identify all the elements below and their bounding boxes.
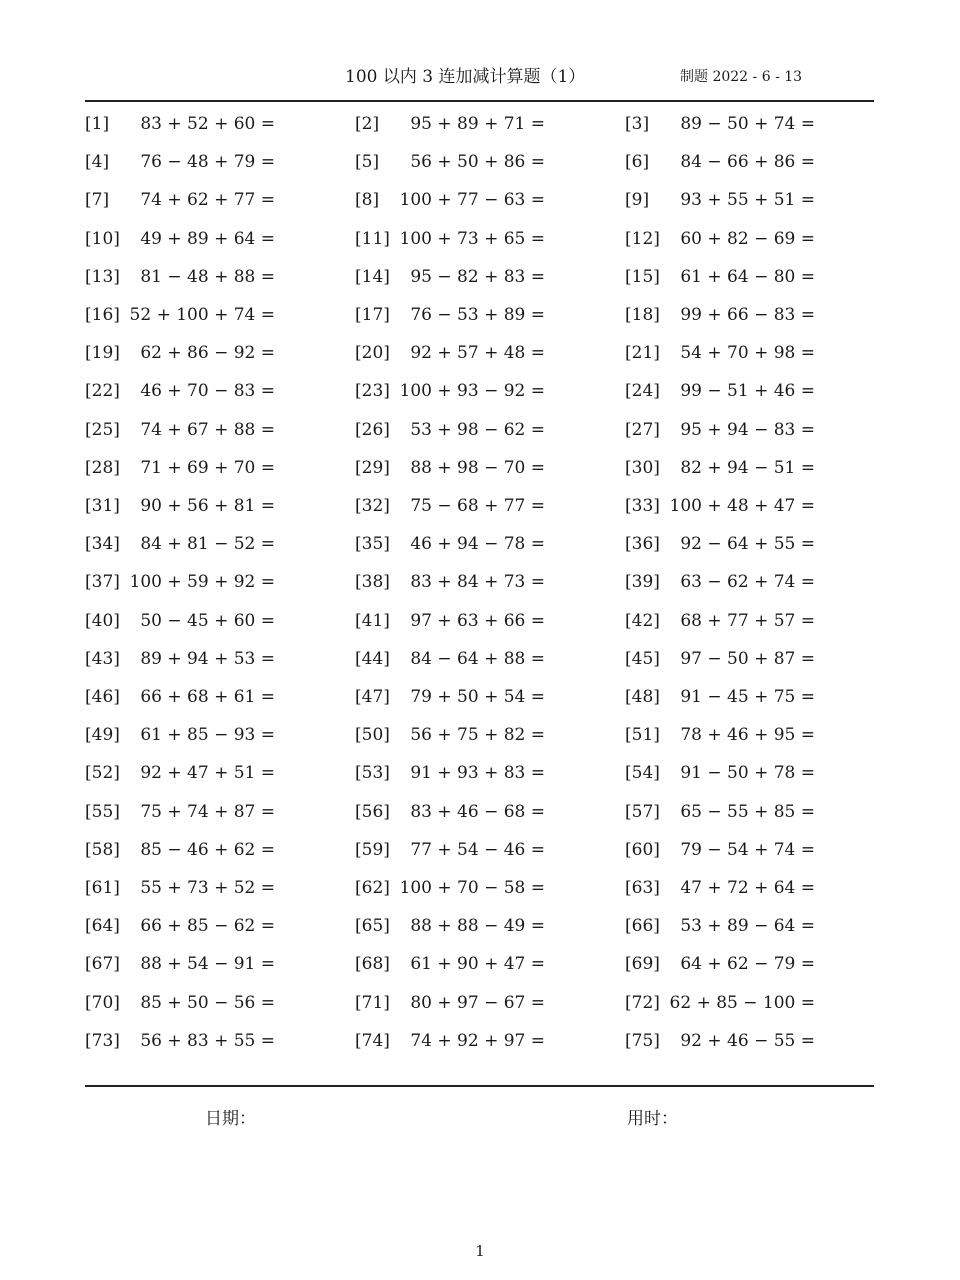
problem-number: [8]: [355, 190, 380, 211]
problem-expression: 84 − 64 + 88 =: [410, 648, 545, 669]
problem-item: [355, 297, 545, 333]
problem-expression: 88 + 88 − 49 =: [410, 916, 545, 937]
problem-expression: 56 + 83 + 55 =: [140, 1030, 275, 1051]
problem-item: [625, 488, 815, 524]
problem-expression: 74 + 67 + 88 =: [140, 419, 275, 440]
problem-item: [355, 526, 545, 562]
problem-expression: 92 + 47 + 51 =: [140, 763, 275, 784]
problem-item: [355, 908, 545, 944]
problem-item: [85, 106, 275, 142]
problem-expression: 50 − 45 + 60 =: [140, 610, 275, 631]
problem-number: [7]: [85, 190, 110, 211]
problem-expression: 99 − 51 + 46 =: [680, 381, 815, 402]
problem-item: [355, 794, 545, 830]
problem-item: [355, 182, 545, 218]
problem-number: [37]: [85, 572, 120, 593]
problem-item: [85, 373, 275, 409]
problem-item: [355, 679, 545, 715]
problem-number: [19]: [85, 343, 120, 364]
problem-number: [24]: [625, 381, 660, 402]
problem-number: [6]: [625, 152, 650, 173]
problem-number: [49]: [85, 725, 120, 746]
problem-expression: 91 + 93 + 83 =: [410, 763, 545, 784]
problem-expression: 68 + 77 + 57 =: [680, 610, 815, 631]
problem-number: [65]: [355, 916, 390, 937]
problem-expression: 100 + 48 + 47 =: [669, 496, 815, 516]
problem-number: [63]: [625, 878, 660, 898]
problem-item: [625, 221, 815, 257]
problem-item: [85, 946, 275, 982]
problem-expression: 62 + 86 − 92 =: [140, 343, 275, 364]
problem-item: [625, 717, 815, 753]
problem-number: [1]: [85, 114, 110, 134]
problem-expression: 100 + 59 + 92 =: [129, 572, 275, 593]
problem-expression: 53 + 98 − 62 =: [410, 419, 545, 440]
date-label: 日期：: [205, 1109, 256, 1129]
problem-expression: 64 + 62 − 79 =: [680, 954, 815, 975]
problem-expression: 93 + 55 + 51 =: [680, 190, 815, 211]
problem-expression: 56 + 50 + 86 =: [410, 152, 545, 173]
problem-number: [28]: [85, 457, 120, 478]
problem-number: [39]: [625, 572, 660, 593]
problem-expression: 56 + 75 + 82 =: [410, 725, 545, 746]
problem-number: [17]: [355, 305, 390, 325]
problem-expression: 54 + 70 + 98 =: [680, 343, 815, 364]
problem-item: [85, 985, 275, 1021]
problem-item: [355, 755, 545, 791]
problem-number: [73]: [85, 1030, 120, 1051]
problem-number: [21]: [625, 343, 660, 364]
problem-item: [85, 259, 275, 295]
problem-item: [355, 641, 545, 677]
problem-expression: 95 + 89 + 71 =: [410, 114, 545, 134]
problem-expression: 65 − 55 + 85 =: [680, 801, 815, 822]
problem-expression: 85 − 46 + 62 =: [140, 839, 275, 860]
problem-item: [85, 717, 275, 753]
problem-item: [355, 717, 545, 753]
problem-expression: 90 + 56 + 81 =: [140, 496, 275, 516]
problem-item: [625, 335, 815, 371]
top-divider: [85, 100, 874, 102]
problem-number: [41]: [355, 610, 390, 631]
problem-expression: 92 − 64 + 55 =: [680, 534, 815, 555]
problem-item: [625, 373, 815, 409]
problem-item: [625, 870, 815, 906]
problem-expression: 78 + 46 + 95 =: [680, 725, 815, 746]
problem-number: [34]: [85, 534, 120, 555]
problem-number: [14]: [355, 266, 390, 287]
problem-number: [58]: [85, 839, 120, 860]
problem-item: [355, 985, 545, 1021]
problem-expression: 91 − 50 + 78 =: [680, 763, 815, 784]
problem-expression: 83 + 46 − 68 =: [410, 801, 545, 822]
problem-item: [625, 985, 815, 1021]
problem-expression: 55 + 73 + 52 =: [140, 878, 275, 898]
problem-expression: 97 − 50 + 87 =: [680, 648, 815, 669]
problem-item: [625, 603, 815, 639]
problem-expression: 76 − 48 + 79 =: [140, 152, 275, 173]
problem-expression: 88 + 98 − 70 =: [410, 457, 545, 478]
problem-expression: 62 + 85 − 100 =: [669, 992, 815, 1013]
problem-number: [31]: [85, 496, 120, 516]
problem-item: [85, 641, 275, 677]
problem-number: [45]: [625, 648, 660, 669]
problem-expression: 66 + 68 + 61 =: [140, 687, 275, 707]
problem-number: [32]: [355, 496, 390, 516]
problem-item: [625, 564, 815, 600]
problem-item: [355, 221, 545, 257]
problem-expression: 95 − 82 + 83 =: [410, 266, 545, 287]
problem-number: [51]: [625, 725, 660, 746]
problem-number: [38]: [355, 572, 390, 593]
problem-item: [625, 832, 815, 868]
problem-number: [75]: [625, 1030, 660, 1051]
problem-expression: 84 − 66 + 86 =: [680, 152, 815, 173]
problem-expression: 84 + 81 − 52 =: [140, 534, 275, 555]
problem-expression: 61 + 90 + 47 =: [410, 954, 545, 975]
problem-item: [625, 450, 815, 486]
problem-number: [35]: [355, 534, 390, 555]
problem-item: [625, 526, 815, 562]
problem-expression: 61 + 64 − 80 =: [680, 266, 815, 287]
problem-item: [85, 335, 275, 371]
problem-item: [85, 297, 275, 333]
problem-number: [33]: [625, 496, 660, 516]
problem-expression: 77 + 54 − 46 =: [410, 839, 545, 860]
problem-number: [9]: [625, 190, 650, 211]
problem-number: [59]: [355, 839, 390, 860]
page-number: 1: [475, 1242, 485, 1260]
problem-number: [30]: [625, 457, 660, 478]
problem-item: [355, 335, 545, 371]
problem-item: [85, 1023, 275, 1059]
problem-expression: 52 + 100 + 74 =: [129, 305, 275, 325]
problem-number: [26]: [355, 419, 390, 440]
problem-expression: 82 + 94 − 51 =: [680, 457, 815, 478]
problem-expression: 83 + 84 + 73 =: [410, 572, 545, 593]
problem-expression: 100 + 77 − 63 =: [399, 190, 545, 211]
problem-expression: 92 + 57 + 48 =: [410, 343, 545, 364]
problem-item: [355, 603, 545, 639]
problem-expression: 74 + 62 + 77 =: [140, 190, 275, 211]
problem-item: [625, 755, 815, 791]
problem-number: [50]: [355, 725, 390, 746]
problem-number: [27]: [625, 419, 660, 440]
problem-item: [355, 412, 545, 448]
problem-number: [25]: [85, 419, 120, 440]
problem-expression: 99 + 66 − 83 =: [680, 305, 815, 325]
problem-number: [52]: [85, 763, 120, 784]
problem-item: [355, 1023, 545, 1059]
problem-expression: 79 + 50 + 54 =: [410, 687, 545, 707]
problem-expression: 75 − 68 + 77 =: [410, 496, 545, 516]
problem-number: [53]: [355, 763, 390, 784]
problem-expression: 74 + 92 + 97 =: [410, 1030, 545, 1051]
problem-item: [85, 412, 275, 448]
problem-item: [625, 908, 815, 944]
problem-item: [355, 946, 545, 982]
problem-number: [47]: [355, 687, 390, 707]
problem-number: [69]: [625, 954, 660, 975]
problem-expression: 100 + 73 + 65 =: [399, 228, 545, 249]
problem-item: [85, 564, 275, 600]
problem-number: [4]: [85, 152, 110, 173]
problem-item: [625, 794, 815, 830]
problem-number: [16]: [85, 305, 120, 325]
problem-item: [85, 182, 275, 218]
bottom-divider: [85, 1085, 874, 1087]
page-title: 100 以内 3 连加减计算题（1）: [345, 67, 586, 87]
problem-item: [85, 450, 275, 486]
problem-item: [625, 182, 815, 218]
problem-number: [55]: [85, 801, 120, 822]
problem-number: [18]: [625, 305, 660, 325]
problem-expression: 97 + 63 + 66 =: [410, 610, 545, 631]
problem-item: [625, 641, 815, 677]
problem-grid: [0, 106, 960, 1066]
problem-item: [85, 144, 275, 180]
problem-expression: 61 + 85 − 93 =: [140, 725, 275, 746]
problem-expression: 71 + 69 + 70 =: [140, 457, 275, 478]
problem-expression: 46 + 94 − 78 =: [410, 534, 545, 555]
problem-item: [85, 221, 275, 257]
problem-number: [3]: [625, 114, 650, 134]
problem-expression: 76 − 53 + 89 =: [410, 305, 545, 325]
problem-number: [46]: [85, 687, 120, 707]
problem-number: [42]: [625, 610, 660, 631]
problem-number: [23]: [355, 381, 390, 402]
time-label: 用时：: [627, 1109, 678, 1129]
problem-expression: 63 − 62 + 74 =: [680, 572, 815, 593]
problem-number: [66]: [625, 916, 660, 937]
problem-number: [13]: [85, 266, 120, 287]
problem-number: [61]: [85, 878, 120, 898]
problem-number: [12]: [625, 228, 660, 249]
problem-number: [71]: [355, 992, 390, 1013]
problem-item: [85, 603, 275, 639]
problem-expression: 66 + 85 − 62 =: [140, 916, 275, 937]
date-made: 制题 2022 - 6 - 13: [680, 69, 803, 85]
problem-number: [43]: [85, 648, 120, 669]
problem-expression: 89 + 94 + 53 =: [140, 648, 275, 669]
problem-expression: 89 − 50 + 74 =: [680, 114, 815, 134]
problem-item: [355, 144, 545, 180]
problem-expression: 95 + 94 − 83 =: [680, 419, 815, 440]
problem-item: [85, 832, 275, 868]
problem-number: [70]: [85, 992, 120, 1013]
problem-number: [64]: [85, 916, 120, 937]
problem-number: [74]: [355, 1030, 390, 1051]
problem-expression: 91 − 45 + 75 =: [680, 687, 815, 707]
problem-item: [355, 259, 545, 295]
problem-item: [355, 106, 545, 142]
problem-item: [625, 1023, 815, 1059]
problem-expression: 92 + 46 − 55 =: [680, 1030, 815, 1051]
problem-item: [625, 259, 815, 295]
problem-expression: 100 + 93 − 92 =: [399, 381, 545, 402]
problem-expression: 79 − 54 + 74 =: [680, 839, 815, 860]
problem-item: [625, 412, 815, 448]
problem-number: [29]: [355, 457, 390, 478]
problem-item: [625, 679, 815, 715]
problem-number: [44]: [355, 648, 390, 669]
problem-item: [85, 755, 275, 791]
problem-item: [355, 373, 545, 409]
problem-expression: 60 + 82 − 69 =: [680, 228, 815, 249]
problem-item: [85, 908, 275, 944]
problem-number: [54]: [625, 763, 660, 784]
problem-expression: 80 + 97 − 67 =: [410, 992, 545, 1013]
problem-number: [60]: [625, 839, 660, 860]
problem-item: [625, 144, 815, 180]
problem-number: [48]: [625, 687, 660, 707]
problem-item: [85, 794, 275, 830]
problem-item: [355, 564, 545, 600]
problem-item: [85, 526, 275, 562]
problem-number: [5]: [355, 152, 380, 173]
problem-number: [68]: [355, 954, 390, 975]
problem-expression: 83 + 52 + 60 =: [140, 114, 275, 134]
problem-item: [625, 946, 815, 982]
problem-expression: 47 + 72 + 64 =: [680, 878, 815, 898]
problem-number: [22]: [85, 381, 120, 402]
problem-item: [355, 832, 545, 868]
problem-number: [40]: [85, 610, 120, 631]
problem-item: [625, 106, 815, 142]
problem-item: [85, 488, 275, 524]
problem-number: [10]: [85, 228, 120, 249]
problem-number: [36]: [625, 534, 660, 555]
problem-item: [355, 488, 545, 524]
problem-expression: 46 + 70 − 83 =: [140, 381, 275, 402]
problem-number: [62]: [355, 878, 390, 898]
problem-item: [625, 297, 815, 333]
problem-number: [72]: [625, 992, 660, 1013]
problem-item: [85, 870, 275, 906]
problem-item: [85, 679, 275, 715]
problem-expression: 100 + 70 − 58 =: [399, 878, 545, 898]
problem-number: [11]: [355, 228, 390, 249]
problem-expression: 81 − 48 + 88 =: [140, 266, 275, 287]
problem-item: [355, 450, 545, 486]
problem-number: [2]: [355, 114, 380, 134]
problem-expression: 88 + 54 − 91 =: [140, 954, 275, 975]
problem-expression: 85 + 50 − 56 =: [140, 992, 275, 1013]
problem-expression: 49 + 89 + 64 =: [140, 228, 275, 249]
problem-number: [15]: [625, 266, 660, 287]
problem-number: [67]: [85, 954, 120, 975]
problem-expression: 75 + 74 + 87 =: [140, 801, 275, 822]
problem-number: [56]: [355, 801, 390, 822]
problem-item: [355, 870, 545, 906]
problem-expression: 53 + 89 − 64 =: [680, 916, 815, 937]
problem-number: [57]: [625, 801, 660, 822]
problem-number: [20]: [355, 343, 390, 364]
